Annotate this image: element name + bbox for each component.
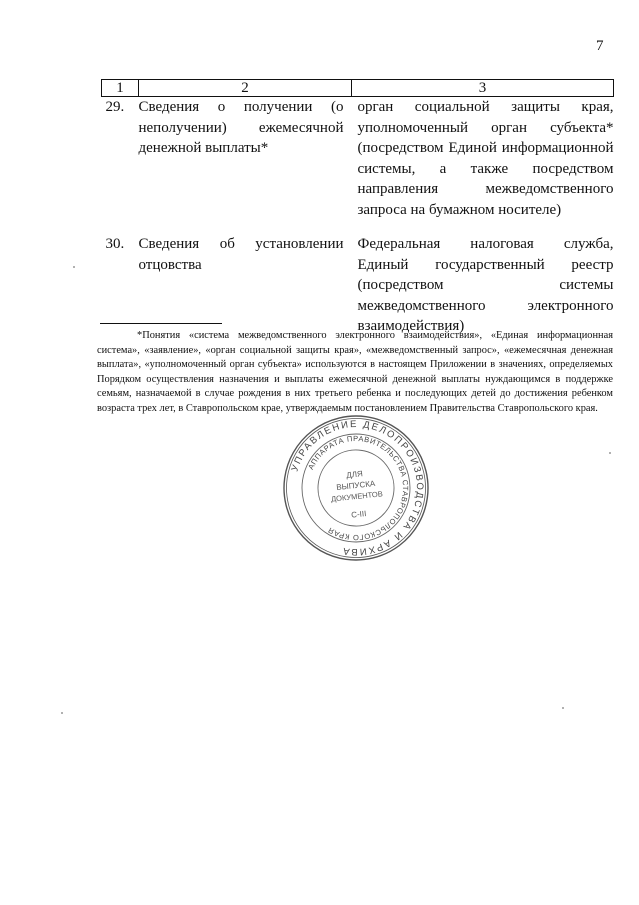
stamp-inner-text: АППАРАТА ПРАВИТЕЛЬСТВА СТАВРОПОЛЬСКОГО КРАЯ xyxy=(306,433,411,543)
table-header-row xyxy=(102,80,614,97)
row-number: 29. xyxy=(105,99,125,115)
row-information: Сведения о получении (о неполучении) ежемесячной денежной выплаты* xyxy=(138,99,344,156)
stamp-code: С-III xyxy=(350,509,367,520)
header-cell-3: 3 xyxy=(352,80,614,97)
stamp-outer-text: УПРАВЛЕНИЕ ДЕЛОПРОИЗВОДСТВА И АРХИВА xyxy=(289,418,426,558)
table-row xyxy=(102,97,614,221)
row-information: Сведения об установлении отцовства xyxy=(138,236,344,273)
header-cell-2: 2 xyxy=(139,80,352,97)
table-row xyxy=(102,234,614,337)
scan-speck xyxy=(609,452,611,454)
stamp-center-line-3: ДОКУМЕНТОВ xyxy=(330,489,384,504)
scan-speck xyxy=(73,266,75,268)
scan-speck xyxy=(61,712,63,714)
header-cell-1: 1 xyxy=(102,80,139,97)
stamp-center-line-2: ВЫПУСКА xyxy=(335,478,376,493)
row-source: орган социальной защиты края, уполномоченный орган субъекта* (посредством Единой информационной системы, а также посредством направления межведомственного запроса на бумажном носителе) xyxy=(357,99,614,218)
row-source: Федеральная налоговая служба, Единый государственный реестр (посредством системы межведомственного электронного взаимодействия) xyxy=(357,236,614,334)
footnote-separator xyxy=(100,323,222,324)
scan-speck xyxy=(562,707,564,709)
footnote: *Понятия «система межведомственного электронного взаимодействия», «Единая информационная система», «заявление», «орган социальной защиты края», «межведомственный запрос», «ежемесячная денежная выплата», «уполномоченный орган субъекта» используются в настоящем Приложении в значениях, определяемых Порядком осуществления назначения и выплаты ежемесячной денежной выплаты нуждающимся в поддержке семьям, назначаемой в случае рождения в них третьего ребенка и последующих детей до достижения ребенком возраста трех лет, в Ставропольском крае, утверждаемым постановлением Правительства Ставропольского края. xyxy=(97,330,613,414)
document-table xyxy=(101,79,614,337)
stamp-center-line-1: ДЛЯ xyxy=(345,469,364,480)
page-number: 7 xyxy=(596,38,604,54)
row-number: 30. xyxy=(105,236,125,252)
official-stamp xyxy=(281,413,431,563)
